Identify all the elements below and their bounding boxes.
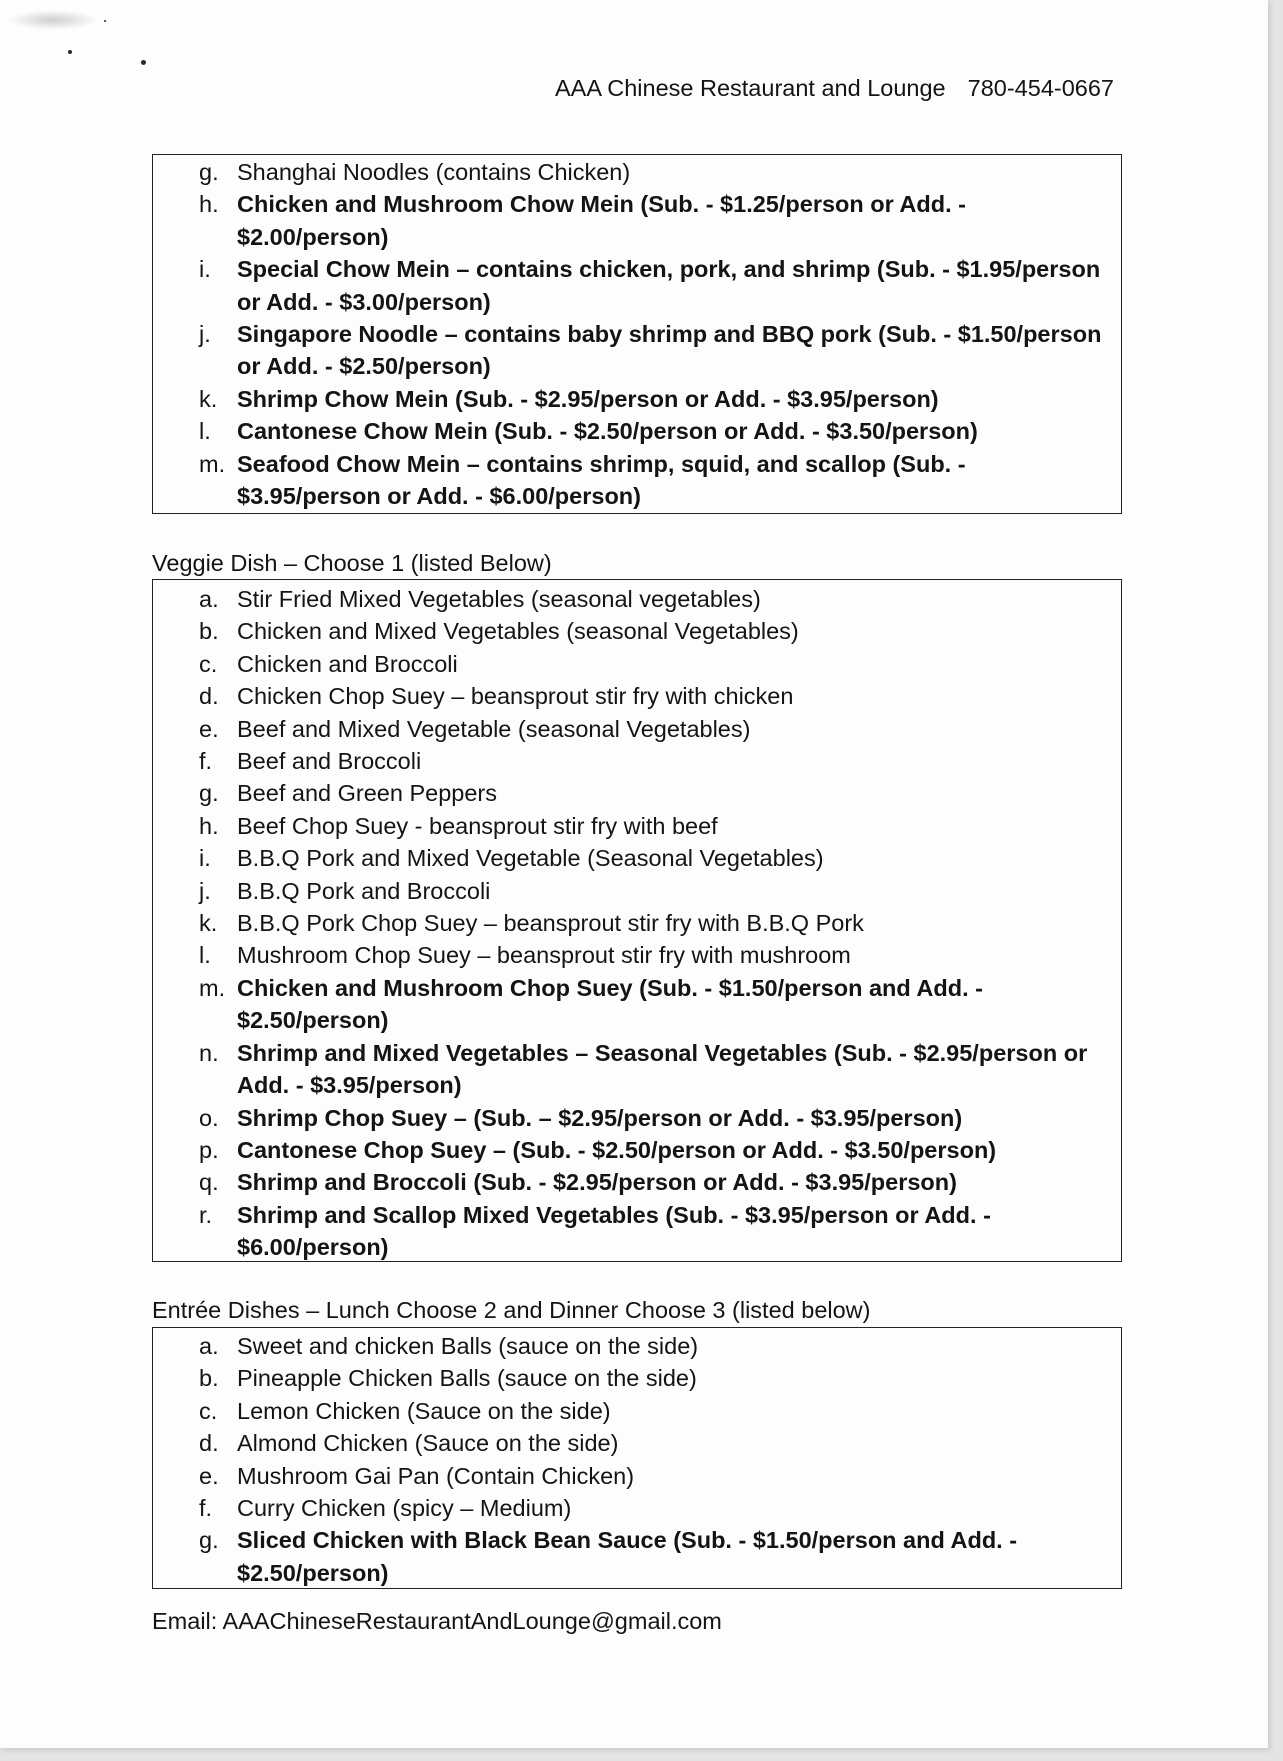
scan-speck: [141, 60, 146, 65]
item-letter: f.: [199, 1495, 213, 1522]
item-text: Beef Chop Suey - beansprout stir fry with beef: [237, 812, 718, 839]
item-text: Chicken and Mushroom Chop Suey (Sub. - $1.50/person and Add. - $2.50/person): [237, 974, 983, 1034]
item-text: Cantonese Chop Suey – (Sub. - $2.50/person or Add. - $3.50/person): [237, 1136, 997, 1163]
item-letter: g.: [199, 1527, 219, 1554]
item-letter: n.: [199, 1039, 219, 1066]
menu-item: [153, 939, 1121, 971]
menu-item: [153, 1427, 1121, 1459]
item-letter: r.: [199, 1201, 213, 1228]
item-letter: i.: [199, 256, 211, 283]
noodle-dish-box: [152, 154, 1122, 514]
veggie-dish-list: [153, 583, 1121, 1264]
menu-item: [153, 745, 1121, 777]
veggie-dish-box: [152, 579, 1122, 1262]
item-letter: c.: [199, 1397, 218, 1424]
item-letter: g.: [199, 159, 219, 185]
item-text: Shrimp Chow Mein (Sub. - $2.95/person or Add. - $3.95/person): [237, 385, 939, 412]
item-text: B.B.Q Pork and Broccoli: [237, 877, 491, 904]
item-letter: i.: [199, 845, 211, 872]
menu-item: [153, 318, 1121, 383]
item-text: Shanghai Noodles (contains Chicken): [237, 159, 631, 185]
item-text: Singapore Noodle – contains baby shrimp and BBQ pork (Sub. - $1.50/person or Add. - $2.50/person): [237, 321, 1102, 380]
phone-number: 780-454-0667: [967, 75, 1114, 101]
menu-item: [153, 448, 1121, 513]
item-text: Special Chow Mein – contains chicken, pork, and shrimp (Sub. - $1.95/person or Add. - $3.00/person): [237, 256, 1101, 315]
entree-section-title: Entrée Dishes – Lunch Choose 2 and Dinner Choose 3 (listed below): [152, 1297, 871, 1323]
item-letter: d.: [199, 683, 219, 710]
item-letter: m.: [199, 450, 226, 477]
item-letter: g.: [199, 780, 219, 807]
item-text: Shrimp and Scallop Mixed Vegetables (Sub. - $3.95/person or Add. - $6.00/person): [237, 1201, 991, 1261]
item-letter: j.: [199, 321, 211, 348]
menu-item: [153, 810, 1121, 842]
entree-dish-box: [152, 1327, 1122, 1589]
item-text: Chicken and Mixed Vegetables (seasonal Vegetables): [237, 618, 799, 645]
menu-item: [153, 1166, 1121, 1198]
menu-item: [153, 1199, 1121, 1264]
item-text: Beef and Broccoli: [237, 748, 422, 775]
item-letter: l.: [199, 418, 211, 445]
item-letter: o.: [199, 1104, 219, 1131]
veggie-section-title: Veggie Dish – Choose 1 (listed Below): [152, 550, 552, 576]
menu-item: [153, 1492, 1121, 1524]
menu-item: [153, 1330, 1121, 1362]
menu-item: [153, 680, 1121, 712]
item-text: Chicken Chop Suey – beansprout stir fry with chicken: [237, 683, 794, 710]
item-letter: c.: [199, 650, 218, 677]
menu-item: [153, 1460, 1121, 1492]
menu-item: [153, 1524, 1121, 1589]
item-text: Beef and Mixed Vegetable (seasonal Vegetables): [237, 715, 751, 742]
item-letter: p.: [199, 1136, 219, 1163]
menu-item: [153, 415, 1121, 447]
item-text: Pineapple Chicken Balls (sauce on the side): [237, 1365, 697, 1392]
item-text: Almond Chicken (Sauce on the side): [237, 1430, 619, 1457]
item-text: Sweet and chicken Balls (sauce on the side): [237, 1333, 699, 1359]
item-text: Shrimp and Broccoli (Sub. - $2.95/person or Add. - $3.95/person): [237, 1169, 957, 1196]
item-letter: a.: [199, 1333, 219, 1359]
item-text: Lemon Chicken (Sauce on the side): [237, 1397, 611, 1424]
item-letter: l.: [199, 942, 211, 969]
item-text: Cantonese Chow Mein (Sub. - $2.50/person or Add. - $3.50/person): [237, 418, 978, 445]
menu-item: [153, 1395, 1121, 1427]
menu-item: [153, 972, 1121, 1037]
item-letter: b.: [199, 1365, 219, 1392]
menu-item: [153, 1102, 1121, 1134]
item-letter: a.: [199, 586, 219, 612]
scan-smudge: [8, 10, 98, 30]
page-header: [555, 75, 1114, 102]
entree-dish-list: [153, 1330, 1121, 1589]
item-text: B.B.Q Pork and Mixed Vegetable (Seasonal Vegetables): [237, 845, 824, 872]
item-text: Sliced Chicken with Black Bean Sauce (Sub. - $1.50/person and Add. - $2.50/person): [237, 1527, 1018, 1586]
noodle-dish-list: [153, 156, 1121, 512]
item-letter: k.: [199, 910, 218, 937]
menu-item: [153, 907, 1121, 939]
item-letter: m.: [199, 974, 226, 1001]
item-text: Chicken and Mushroom Chow Mein (Sub. - $1.25/person or Add. - $2.00/person): [237, 191, 966, 250]
menu-item: [153, 1037, 1121, 1102]
menu-item: [153, 383, 1121, 415]
item-letter: k.: [199, 385, 218, 412]
item-text: Chicken and Broccoli: [237, 650, 458, 677]
item-text: Mushroom Chop Suey – beansprout stir fry with mushroom: [237, 942, 851, 969]
item-text: Mushroom Gai Pan (Contain Chicken): [237, 1462, 635, 1489]
item-letter: q.: [199, 1169, 219, 1196]
item-letter: e.: [199, 1462, 219, 1489]
item-letter: e.: [199, 715, 219, 742]
menu-item: [153, 842, 1121, 874]
contact-email: Email: AAAChineseRestaurantAndLounge@gmail.com: [152, 1608, 722, 1634]
menu-item: [153, 156, 1121, 188]
menu-item: [153, 875, 1121, 907]
item-letter: b.: [199, 618, 219, 645]
item-text: Shrimp and Mixed Vegetables – Seasonal Vegetables (Sub. - $2.95/person or Add. - $3.95/person): [237, 1039, 1088, 1099]
item-letter: h.: [199, 191, 219, 218]
menu-item: [153, 188, 1121, 253]
menu-item: [153, 777, 1121, 809]
item-letter: j.: [199, 877, 211, 904]
item-text: Stir Fried Mixed Vegetables (seasonal vegetables): [237, 586, 761, 612]
item-text: Curry Chicken (spicy – Medium): [237, 1495, 572, 1522]
item-letter: d.: [199, 1430, 219, 1457]
restaurant-name: AAA Chinese Restaurant and Lounge: [554, 75, 946, 101]
item-letter: h.: [199, 812, 219, 839]
item-letter: f.: [199, 748, 213, 775]
scan-speck: [104, 20, 106, 22]
menu-item: [153, 1134, 1121, 1166]
menu-item: [153, 615, 1121, 647]
item-text: B.B.Q Pork Chop Suey – beansprout stir fry with B.B.Q Pork: [237, 910, 864, 937]
scan-speck: [68, 50, 72, 54]
item-text: Shrimp Chop Suey – (Sub. – $2.95/person or Add. - $3.95/person): [237, 1104, 963, 1131]
menu-item: [153, 713, 1121, 745]
menu-item: [153, 253, 1121, 318]
menu-item: [153, 583, 1121, 615]
menu-item: [153, 1362, 1121, 1394]
menu-item: [153, 648, 1121, 680]
item-text: Beef and Green Peppers: [237, 780, 497, 807]
item-text: Seafood Chow Mein – contains shrimp, squid, and scallop (Sub. - $3.95/person or Add. - $6.00/person): [237, 450, 966, 510]
